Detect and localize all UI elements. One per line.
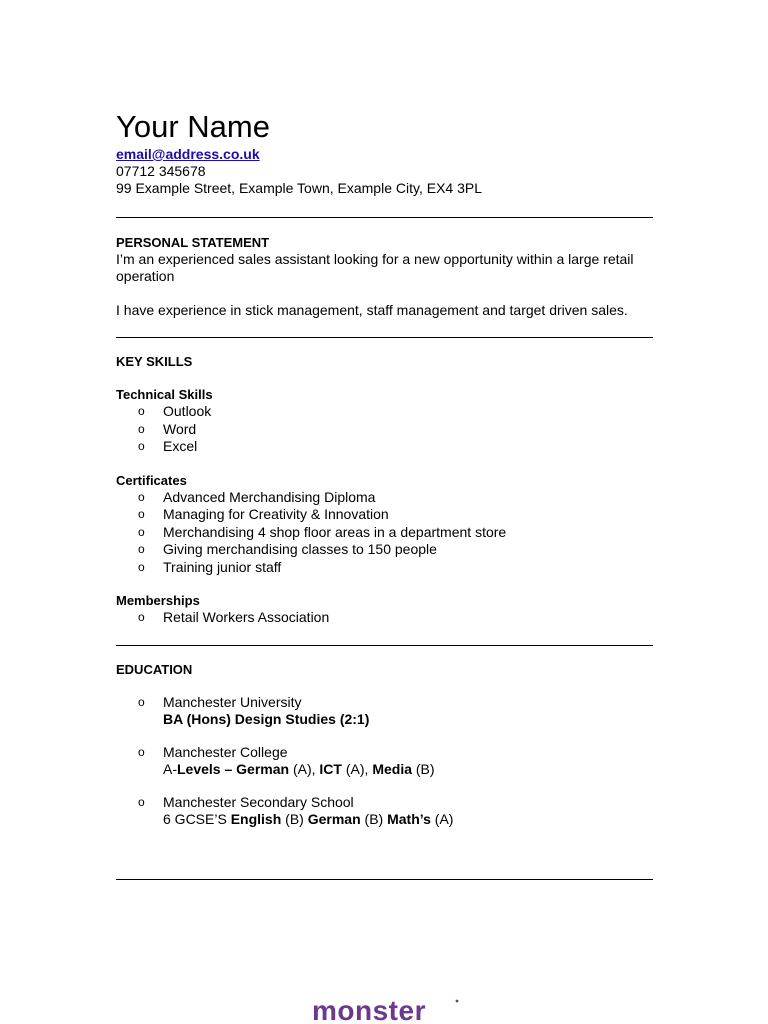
education-institution: Manchester College <box>163 743 288 760</box>
cv-name: Your Name <box>116 109 270 144</box>
certificates-heading: Certificates <box>116 472 187 488</box>
bullet-icon: o <box>138 524 145 539</box>
education-item <box>116 694 653 728</box>
list-item: o Excel <box>138 438 198 454</box>
monster-logo <box>312 996 462 1024</box>
list-item: o Retail Workers Association <box>138 609 330 625</box>
list-item: o Training junior staff <box>138 558 282 575</box>
bullet-icon: o <box>138 404 145 418</box>
education-qualification: BA (Hons) Design Studies (2:1) <box>163 710 370 727</box>
email-link[interactable]: email@address.co.uk <box>116 146 260 162</box>
list-item: o Giving merchandising classes to 150 people <box>138 541 437 557</box>
cv-page <box>116 108 653 880</box>
bullet-icon: o <box>138 744 145 759</box>
bullet-icon: o <box>138 610 145 624</box>
memberships-heading: Memberships <box>116 593 200 608</box>
monster-logo-text: monster <box>312 996 426 1024</box>
phone-number: 07712 345678 <box>116 163 206 179</box>
technical-skills-list <box>116 403 653 456</box>
postal-address: 99 Example Street, Example Town, Example City, EX4 3PL <box>116 180 482 196</box>
logo-mark-icon <box>456 1000 459 1003</box>
bullet-icon: o <box>138 421 145 436</box>
education-institution: Manchester University <box>163 693 302 710</box>
education-qualification: A-Levels – German (A), ICT (A), Media (B) <box>163 760 435 777</box>
list-item: o Advanced Merchandising Diploma <box>138 488 376 505</box>
education-item <box>116 744 653 778</box>
bullet-icon: o <box>138 507 145 521</box>
personal-statement-para-1: I’m an experienced sales assistant looking for a new opportunity within a large retail operation <box>116 251 634 284</box>
list-item: o Merchandising 4 shop floor areas in a department store <box>138 523 507 540</box>
education-item <box>116 794 653 828</box>
education-qualification: 6 GCSE’S English (B) German (B) Math’s (A) <box>163 810 454 827</box>
list-item: o Word <box>138 420 197 437</box>
bullet-icon: o <box>138 694 145 709</box>
certificates-list <box>116 489 653 577</box>
personal-statement-para-2: I have experience in stick management, staff management and target driven sales. <box>116 302 628 318</box>
bullet-icon: o <box>138 542 145 556</box>
education-heading: EDUCATION <box>116 661 193 677</box>
bullet-icon: o <box>138 794 145 809</box>
technical-skills-heading: Technical Skills <box>116 387 213 402</box>
list-item: o Managing for Creativity & Innovation <box>138 506 389 522</box>
bullet-icon: o <box>138 559 145 574</box>
bullet-icon: o <box>138 439 145 453</box>
personal-statement-heading: PERSONAL STATEMENT <box>116 235 270 250</box>
divider-4 <box>116 879 653 880</box>
key-skills-heading: KEY SKILLS <box>116 354 193 369</box>
education-institution: Manchester Secondary School <box>163 793 354 810</box>
memberships-list <box>116 609 653 627</box>
bullet-icon: o <box>138 489 145 504</box>
list-item: o Outlook <box>138 403 212 419</box>
